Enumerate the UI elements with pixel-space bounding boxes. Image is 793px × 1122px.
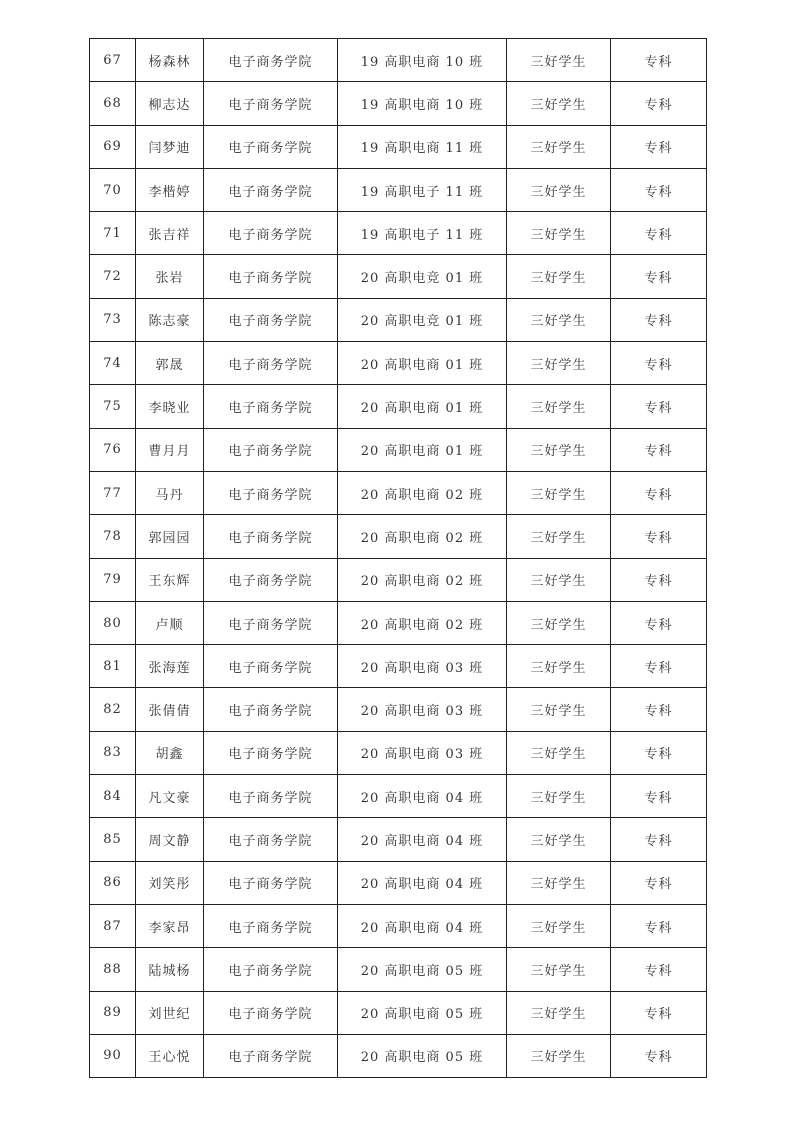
class-cell: 20 高职电商 01 班 (338, 342, 507, 385)
award-title-cell: 三好学生 (507, 82, 611, 125)
serial-number-cell: 81 (90, 645, 136, 688)
education-level-cell: 专科 (611, 601, 707, 644)
class-cell: 19 高职电子 11 班 (338, 212, 507, 255)
serial-number-cell: 68 (90, 82, 136, 125)
award-title-cell: 三好学生 (507, 471, 611, 514)
college-cell: 电子商务学院 (204, 298, 338, 341)
class-cell: 20 高职电商 03 班 (338, 731, 507, 774)
award-title-cell: 三好学生 (507, 1034, 611, 1077)
award-title-cell: 三好学生 (507, 645, 611, 688)
award-list-table (89, 38, 707, 1078)
table-row (90, 904, 707, 947)
award-title-cell: 三好学生 (507, 818, 611, 861)
award-title-cell: 三好学生 (507, 428, 611, 471)
education-level-cell: 专科 (611, 1034, 707, 1077)
serial-number-cell: 78 (90, 515, 136, 558)
college-cell: 电子商务学院 (204, 601, 338, 644)
class-cell: 20 高职电商 02 班 (338, 601, 507, 644)
college-cell: 电子商务学院 (204, 342, 338, 385)
student-name-cell: 张海莲 (136, 645, 204, 688)
college-cell: 电子商务学院 (204, 212, 338, 255)
award-title-cell: 三好学生 (507, 688, 611, 731)
serial-number-cell: 88 (90, 948, 136, 991)
college-cell: 电子商务学院 (204, 558, 338, 601)
student-name-cell: 周文静 (136, 818, 204, 861)
table-row (90, 125, 707, 168)
college-cell: 电子商务学院 (204, 255, 338, 298)
award-title-cell: 三好学生 (507, 904, 611, 947)
college-cell: 电子商务学院 (204, 385, 338, 428)
student-name-cell: 郭晟 (136, 342, 204, 385)
college-cell: 电子商务学院 (204, 428, 338, 471)
table-row (90, 342, 707, 385)
student-name-cell: 张倩倩 (136, 688, 204, 731)
education-level-cell: 专科 (611, 688, 707, 731)
table-body (90, 39, 707, 1078)
college-cell: 电子商务学院 (204, 515, 338, 558)
serial-number-cell: 73 (90, 298, 136, 341)
award-title-cell: 三好学生 (507, 342, 611, 385)
education-level-cell: 专科 (611, 255, 707, 298)
award-title-cell: 三好学生 (507, 255, 611, 298)
table-row (90, 385, 707, 428)
table-row (90, 39, 707, 82)
award-title-cell: 三好学生 (507, 601, 611, 644)
student-name-cell: 刘笑彤 (136, 861, 204, 904)
student-name-cell: 曹月月 (136, 428, 204, 471)
education-level-cell: 专科 (611, 39, 707, 82)
class-cell: 20 高职电商 04 班 (338, 818, 507, 861)
college-cell: 电子商务学院 (204, 125, 338, 168)
education-level-cell: 专科 (611, 212, 707, 255)
award-title-cell: 三好学生 (507, 558, 611, 601)
class-cell: 20 高职电商 02 班 (338, 558, 507, 601)
student-name-cell: 陈志豪 (136, 298, 204, 341)
college-cell: 电子商务学院 (204, 1034, 338, 1077)
class-cell: 19 高职电商 10 班 (338, 82, 507, 125)
class-cell: 20 高职电商 01 班 (338, 385, 507, 428)
serial-number-cell: 72 (90, 255, 136, 298)
education-level-cell: 专科 (611, 991, 707, 1034)
table-row (90, 255, 707, 298)
education-level-cell: 专科 (611, 168, 707, 211)
college-cell: 电子商务学院 (204, 168, 338, 211)
serial-number-cell: 67 (90, 39, 136, 82)
award-title-cell: 三好学生 (507, 168, 611, 211)
class-cell: 20 高职电商 04 班 (338, 861, 507, 904)
student-name-cell: 王东辉 (136, 558, 204, 601)
college-cell: 电子商务学院 (204, 861, 338, 904)
education-level-cell: 专科 (611, 342, 707, 385)
student-name-cell: 卢顺 (136, 601, 204, 644)
education-level-cell: 专科 (611, 948, 707, 991)
serial-number-cell: 77 (90, 471, 136, 514)
serial-number-cell: 84 (90, 775, 136, 818)
college-cell: 电子商务学院 (204, 818, 338, 861)
table-row (90, 168, 707, 211)
award-title-cell: 三好学生 (507, 125, 611, 168)
table-row (90, 471, 707, 514)
table-row (90, 775, 707, 818)
education-level-cell: 专科 (611, 645, 707, 688)
college-cell: 电子商务学院 (204, 948, 338, 991)
class-cell: 20 高职电商 04 班 (338, 775, 507, 818)
education-level-cell: 专科 (611, 861, 707, 904)
college-cell: 电子商务学院 (204, 82, 338, 125)
class-cell: 20 高职电商 02 班 (338, 515, 507, 558)
award-title-cell: 三好学生 (507, 385, 611, 428)
student-name-cell: 李晓业 (136, 385, 204, 428)
table-row (90, 298, 707, 341)
education-level-cell: 专科 (611, 82, 707, 125)
class-cell: 20 高职电商 04 班 (338, 904, 507, 947)
table-row (90, 428, 707, 471)
student-name-cell: 杨森林 (136, 39, 204, 82)
class-cell: 20 高职电商 05 班 (338, 948, 507, 991)
serial-number-cell: 75 (90, 385, 136, 428)
education-level-cell: 专科 (611, 904, 707, 947)
college-cell: 电子商务学院 (204, 688, 338, 731)
table-row (90, 948, 707, 991)
class-cell: 20 高职电商 02 班 (338, 471, 507, 514)
education-level-cell: 专科 (611, 775, 707, 818)
serial-number-cell: 83 (90, 731, 136, 774)
table-row (90, 818, 707, 861)
class-cell: 20 高职电商 05 班 (338, 991, 507, 1034)
student-name-cell: 胡鑫 (136, 731, 204, 774)
award-title-cell: 三好学生 (507, 515, 611, 558)
college-cell: 电子商务学院 (204, 731, 338, 774)
award-title-cell: 三好学生 (507, 991, 611, 1034)
class-cell: 20 高职电竞 01 班 (338, 255, 507, 298)
serial-number-cell: 89 (90, 991, 136, 1034)
serial-number-cell: 76 (90, 428, 136, 471)
class-cell: 19 高职电商 10 班 (338, 39, 507, 82)
class-cell: 20 高职电商 01 班 (338, 428, 507, 471)
award-title-cell: 三好学生 (507, 39, 611, 82)
student-name-cell: 王心悦 (136, 1034, 204, 1077)
award-title-cell: 三好学生 (507, 775, 611, 818)
education-level-cell: 专科 (611, 125, 707, 168)
education-level-cell: 专科 (611, 385, 707, 428)
serial-number-cell: 74 (90, 342, 136, 385)
class-cell: 20 高职电商 03 班 (338, 645, 507, 688)
education-level-cell: 专科 (611, 818, 707, 861)
serial-number-cell: 71 (90, 212, 136, 255)
student-name-cell: 张吉祥 (136, 212, 204, 255)
education-level-cell: 专科 (611, 298, 707, 341)
table-row (90, 212, 707, 255)
table-row (90, 688, 707, 731)
student-name-cell: 李家昂 (136, 904, 204, 947)
award-title-cell: 三好学生 (507, 861, 611, 904)
table-row (90, 991, 707, 1034)
student-name-cell: 刘世纪 (136, 991, 204, 1034)
table-row (90, 558, 707, 601)
award-title-cell: 三好学生 (507, 298, 611, 341)
college-cell: 电子商务学院 (204, 645, 338, 688)
class-cell: 20 高职电商 03 班 (338, 688, 507, 731)
college-cell: 电子商务学院 (204, 775, 338, 818)
serial-number-cell: 86 (90, 861, 136, 904)
education-level-cell: 专科 (611, 731, 707, 774)
education-level-cell: 专科 (611, 428, 707, 471)
table-row (90, 82, 707, 125)
table-row (90, 1034, 707, 1077)
serial-number-cell: 69 (90, 125, 136, 168)
student-name-cell: 马丹 (136, 471, 204, 514)
table-row (90, 645, 707, 688)
student-name-cell: 李楷婷 (136, 168, 204, 211)
student-name-cell: 陆城杨 (136, 948, 204, 991)
serial-number-cell: 70 (90, 168, 136, 211)
education-level-cell: 专科 (611, 558, 707, 601)
college-cell: 电子商务学院 (204, 904, 338, 947)
table-row (90, 731, 707, 774)
college-cell: 电子商务学院 (204, 991, 338, 1034)
award-title-cell: 三好学生 (507, 731, 611, 774)
serial-number-cell: 87 (90, 904, 136, 947)
college-cell: 电子商务学院 (204, 471, 338, 514)
class-cell: 19 高职电子 11 班 (338, 168, 507, 211)
serial-number-cell: 80 (90, 601, 136, 644)
serial-number-cell: 90 (90, 1034, 136, 1077)
student-name-cell: 凡文豪 (136, 775, 204, 818)
education-level-cell: 专科 (611, 515, 707, 558)
student-name-cell: 柳志达 (136, 82, 204, 125)
student-name-cell: 郭园园 (136, 515, 204, 558)
award-title-cell: 三好学生 (507, 212, 611, 255)
serial-number-cell: 85 (90, 818, 136, 861)
table-row (90, 601, 707, 644)
table-row (90, 515, 707, 558)
serial-number-cell: 82 (90, 688, 136, 731)
student-name-cell: 闫梦迪 (136, 125, 204, 168)
education-level-cell: 专科 (611, 471, 707, 514)
class-cell: 20 高职电商 05 班 (338, 1034, 507, 1077)
serial-number-cell: 79 (90, 558, 136, 601)
table-row (90, 861, 707, 904)
student-name-cell: 张岩 (136, 255, 204, 298)
class-cell: 20 高职电竞 01 班 (338, 298, 507, 341)
class-cell: 19 高职电商 11 班 (338, 125, 507, 168)
award-title-cell: 三好学生 (507, 948, 611, 991)
college-cell: 电子商务学院 (204, 39, 338, 82)
